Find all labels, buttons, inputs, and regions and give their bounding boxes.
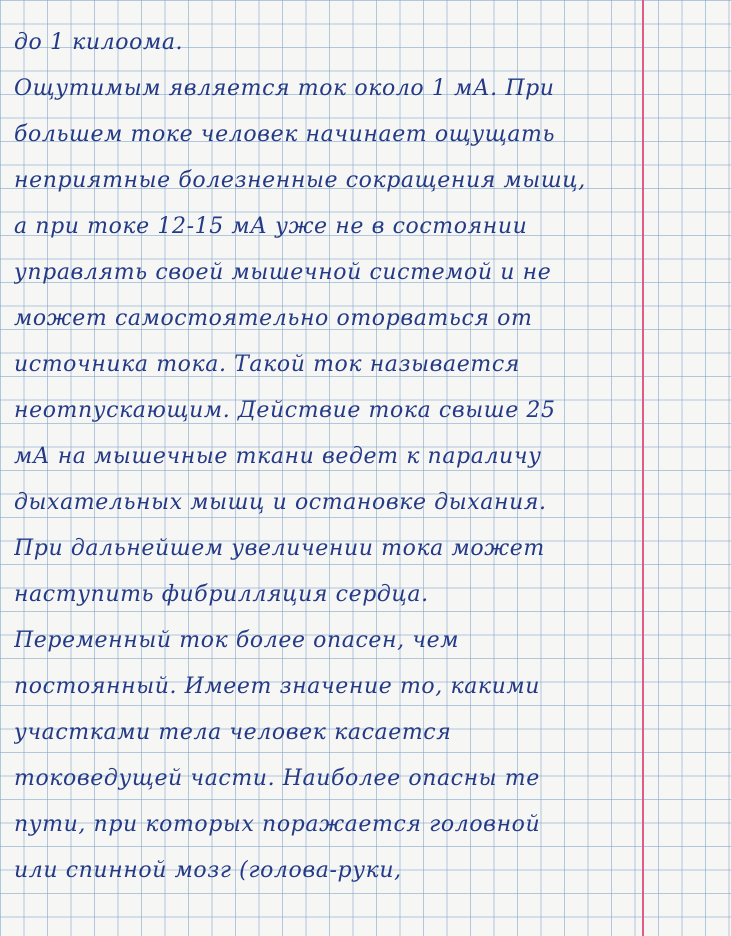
text-line-3: большем токе человек начинает ощущать [14, 122, 556, 147]
text-line-2: Ощутимым является ток около 1 мА. При [14, 76, 555, 101]
text-line-8: источника тока. Такой ток называется [14, 352, 520, 377]
text-line-19: или спинной мозг (голова-руки, [14, 858, 402, 883]
text-line-9: неотпускающим. Действие тока свыше 25 [14, 398, 556, 423]
text-line-16: участками тела человек касается [14, 720, 452, 745]
text-line-7: может самостоятельно оторваться от [14, 306, 533, 331]
text-line-18: пути, при которых поражается головной [14, 812, 541, 837]
text-line-1: до 1 килоома. [14, 30, 184, 55]
text-line-5: а при токе 12-15 мА уже не в состоянии [14, 214, 528, 239]
text-line-13: наступить фибрилляция сердца. [14, 582, 429, 607]
text-line-15: постоянный. Имеет значение то, какими [14, 674, 541, 699]
text-line-4: неприятные болезненные сокращения мышц, [14, 168, 586, 193]
text-line-10: мА на мышечные ткани ведет к параличу [14, 444, 542, 469]
text-line-12: При дальнейшем увеличении тока может [14, 536, 545, 561]
text-line-14: Переменный ток более опасен, чем [14, 628, 460, 653]
text-line-17: токоведущей части. Наиболее опасны те [14, 766, 540, 791]
text-line-11: дыхательных мышц и остановке дыхания. [14, 490, 547, 515]
text-line-6: управлять своей мышечной системой и не [14, 260, 552, 285]
